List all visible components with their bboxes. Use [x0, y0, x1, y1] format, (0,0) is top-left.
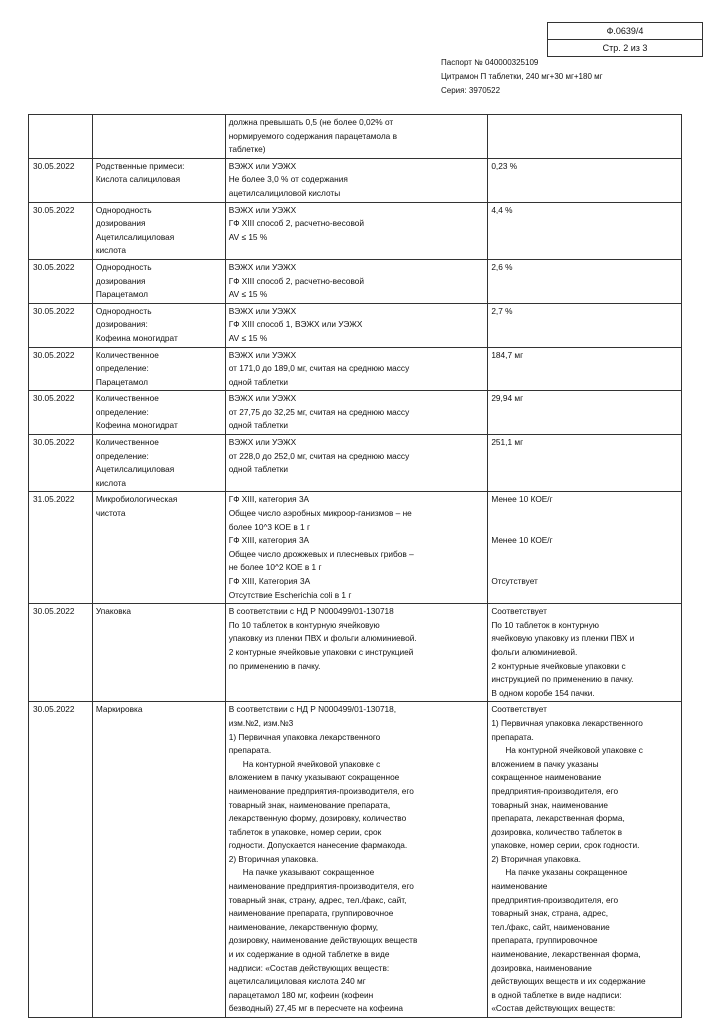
cell-line: Отсутствие Escherichia coli в 1 г	[228, 589, 352, 600]
cell-line: лекарственную форму, дозировку, количество	[228, 813, 407, 824]
cell-line: ГФ XIII способ 2, расчетно-весовой	[228, 275, 365, 286]
cell-line: упаковке, номер серии, срок годности.	[491, 840, 640, 851]
cell-line: наименование препарата, группировочное	[228, 908, 394, 919]
cell-line: товарный знак, страну, адрес, тел./факс, сайт,	[228, 894, 407, 905]
requirement-cell	[225, 702, 488, 1018]
cell-line: Количественное	[95, 437, 159, 448]
cell-line: фольги алюминиевой.	[491, 646, 578, 657]
cell-line: Ацетилсалициловая	[95, 464, 175, 475]
cell-line: 30.05.2022	[33, 305, 75, 316]
cell-line: дозирования	[95, 218, 146, 229]
result-cell	[488, 303, 682, 347]
cell-line: надписи: «Состав действующих веществ:	[228, 962, 390, 973]
cell-line: таблетке)	[228, 144, 266, 155]
cell-line: 2,7 %	[491, 305, 513, 316]
date-cell	[29, 158, 93, 202]
cell-line: годности. Допускается нанесение фармакода.	[228, 840, 408, 851]
name-cell	[92, 391, 225, 435]
cell-line: ацетилсалициловая кислота 240 мг	[228, 976, 366, 987]
requirement-cell	[225, 492, 488, 604]
cell-line: ВЭЖХ или УЭЖХ	[228, 305, 297, 316]
result-cell	[488, 391, 682, 435]
name-cell	[92, 702, 225, 1018]
cell-line: AV ≤ 15 %	[228, 332, 268, 343]
cell-line: В соответствии с НД Р N000499/01-130718,	[228, 704, 397, 715]
cell-line: 251,1 мг	[491, 437, 524, 448]
cell-line: Ацетилсалициловая	[95, 231, 175, 242]
cell-line: препарата, группировочное	[491, 935, 598, 946]
requirement-cell	[225, 202, 488, 259]
cell-line: не более 10^2 КОЕ в 1 г	[228, 562, 322, 573]
result-cell	[488, 604, 682, 702]
cell-line: 1) Первичная упаковка лекарственного	[228, 731, 381, 742]
cell-line: более 10^3 КОЕ в 1 г	[228, 521, 310, 532]
cell-line: AV ≤ 15 %	[228, 231, 268, 242]
cell-line	[491, 521, 679, 535]
cell-line	[491, 507, 679, 521]
cell-line: ГФ XIII, Категория 3А	[228, 576, 311, 586]
cell-line: Общее число дрожжевых и плесневых грибов –	[228, 548, 414, 559]
cell-line: 29,94 мг	[491, 393, 524, 404]
cell-line: предприятия-производителя, его	[491, 785, 619, 796]
cell-line: Родственные примеси:	[95, 160, 185, 171]
cell-line: препарата, лекарственная форма,	[491, 813, 625, 824]
cell-line: вложением в пачку указаны	[491, 758, 599, 769]
cell-line: от 27,75 до 32,25 мг, считая на среднюю массу	[228, 406, 410, 417]
cell-line: 30.05.2022	[33, 261, 75, 272]
requirement-cell	[225, 303, 488, 347]
cell-line: Количественное	[95, 349, 159, 360]
cell-line: 2,6 %	[491, 261, 513, 272]
cell-line: наименование, лекарственную форму,	[228, 921, 379, 932]
form-code: Ф.0639/4	[548, 23, 703, 40]
cell-line: 30.05.2022	[33, 160, 75, 171]
cell-line: В соответствии с НД Р N000499/01-130718	[228, 606, 394, 617]
table-row	[29, 391, 682, 435]
table-row	[29, 303, 682, 347]
cell-line	[33, 116, 90, 130]
cell-line: дозировку, наименование действующих веществ	[228, 935, 418, 946]
name-cell	[92, 303, 225, 347]
cell-line: чистота	[95, 508, 126, 519]
cell-line: Соответствует	[491, 606, 547, 617]
cell-line: Маркировка	[95, 704, 143, 715]
date-cell	[29, 303, 93, 347]
cell-line: Однородность	[95, 261, 152, 272]
cell-line: 30.05.2022	[33, 606, 75, 617]
cell-line: тел./факс, сайт, наименование	[491, 921, 610, 932]
cell-line: Менее 10 КОЕ/г	[491, 535, 553, 546]
cell-line: определение:	[95, 450, 149, 461]
cell-line: Микробиологическая	[95, 494, 178, 505]
cell-line: дозировка, наименование	[491, 962, 592, 973]
cell-line: и их содержание в одной таблетке в виде	[228, 949, 390, 960]
cell-line: вложением в пачку указывают сокращенное	[228, 772, 400, 783]
cell-line: Кофеина моногидрат	[95, 332, 178, 343]
cell-line: действующих веществ и их содержание	[491, 976, 646, 987]
cell-line: На контурной ячейковой упаковке с	[242, 758, 381, 769]
cell-line: На пачке указаны сокращенное	[505, 867, 628, 878]
cell-line: 4,4 %	[491, 204, 513, 215]
requirement-cell	[225, 115, 488, 159]
name-cell	[92, 347, 225, 391]
cell-line: Общее число аэробных микроор-ганизмов – не	[228, 508, 412, 519]
date-cell	[29, 259, 93, 303]
date-cell	[29, 435, 93, 492]
cell-line: дозирования:	[95, 319, 148, 330]
cell-line: инструкцией по применению в пачку.	[491, 674, 634, 685]
table-row	[29, 347, 682, 391]
cell-line	[491, 561, 679, 575]
passport-header	[441, 56, 603, 98]
cell-line: ГФ XIII, категория 3А	[228, 494, 310, 505]
cell-line: ГФ XIII, категория 3А	[228, 535, 310, 546]
name-cell	[92, 435, 225, 492]
cell-line: препарата.	[228, 745, 272, 756]
cell-line: В одном коробе 154 пачки.	[491, 687, 595, 698]
cell-line: безводный) 27,45 мг в пересчете на кофеина	[228, 1003, 404, 1014]
cell-line: дозировка, количество таблеток в	[491, 826, 623, 837]
table-row	[29, 259, 682, 303]
result-cell	[488, 202, 682, 259]
cell-line: наименование предприятия-производителя, его	[228, 785, 414, 796]
cell-line: Менее 10 КОЕ/г	[491, 494, 553, 505]
cell-line: определение:	[95, 406, 149, 417]
cell-line: 1) Первичная упаковка лекарственного	[491, 717, 643, 728]
result-cell	[488, 435, 682, 492]
test-results-table	[28, 114, 682, 1018]
cell-line: По 10 таблеток в контурную	[491, 619, 600, 630]
requirement-cell	[225, 158, 488, 202]
cell-line: таблеток в упаковке, номер серии, срок	[228, 826, 382, 837]
result-cell	[488, 702, 682, 1018]
result-cell	[488, 259, 682, 303]
requirement-cell	[225, 259, 488, 303]
table-row	[29, 702, 682, 1018]
cell-line	[491, 548, 679, 562]
cell-line: наименование, лекарственная форма,	[491, 949, 641, 960]
cell-line: парацетамол 180 мг, кофеин (кофеин	[228, 989, 374, 1000]
cell-line: Однородность	[95, 305, 152, 316]
cell-line: ВЭЖХ или УЭЖХ	[228, 204, 297, 215]
cell-line: изм.№2, изм.№3	[228, 717, 294, 728]
cell-line: AV ≤ 15 %	[228, 289, 268, 300]
name-cell	[92, 492, 225, 604]
name-cell	[92, 115, 225, 159]
cell-line: от 228,0 до 252,0 мг, считая на среднюю массу	[228, 450, 410, 461]
cell-line: «Состав действующих веществ:	[491, 1003, 616, 1014]
date-cell	[29, 604, 93, 702]
cell-line: На пачке указывают сокращенное	[242, 867, 375, 878]
name-cell	[92, 202, 225, 259]
name-cell	[92, 158, 225, 202]
result-cell	[488, 492, 682, 604]
cell-line: Упаковка	[95, 606, 132, 617]
cell-line: ацетилсалициловой кислоты	[228, 187, 341, 198]
cell-line: по применению в пачку.	[228, 660, 321, 671]
cell-line: По 10 таблеток в контурную ячейковую	[228, 619, 380, 630]
cell-line: 30.05.2022	[33, 393, 75, 404]
cell-line: товарный знак, наименование	[491, 799, 609, 810]
cell-line: На контурной ячейковой упаковке с	[505, 745, 643, 756]
date-cell	[29, 202, 93, 259]
cell-line: сокращенное наименование	[491, 772, 602, 783]
name-cell	[92, 259, 225, 303]
cell-line: дозирования	[95, 275, 146, 286]
cell-line: ВЭЖХ или УЭЖХ	[228, 349, 297, 360]
table-row	[29, 604, 682, 702]
cell-line: 2) Вторичная упаковка.	[228, 853, 319, 864]
requirement-cell	[225, 391, 488, 435]
cell-line: товарный знак, страна, адрес,	[491, 908, 609, 919]
cell-line: ГФ XIII способ 2, расчетно-весовой	[228, 218, 365, 229]
cell-line: Парацетамол	[95, 376, 148, 387]
requirement-cell	[225, 604, 488, 702]
cell-line: Не более 3,0 % от содержания	[228, 174, 348, 185]
cell-line: ВЭЖХ или УЭЖХ	[228, 160, 297, 171]
cell-line: ВЭЖХ или УЭЖХ	[228, 437, 297, 448]
cell-line: Однородность	[95, 204, 152, 215]
cell-line: Отсутствует	[491, 576, 538, 586]
table-row	[29, 435, 682, 492]
date-cell	[29, 702, 93, 1018]
cell-line: 2 контурные ячейковые упаковки с	[491, 660, 626, 671]
cell-line: 30.05.2022	[33, 437, 75, 448]
table-row	[29, 492, 682, 604]
product-name: Цитрамон П таблетки, 240 мг+30 мг+180 мг	[441, 72, 603, 81]
cell-line: 30.05.2022	[33, 349, 75, 360]
cell-line: одной таблетки	[228, 464, 289, 475]
form-code-box	[547, 22, 703, 57]
requirement-cell	[225, 347, 488, 391]
cell-line: 31.05.2022	[33, 494, 75, 505]
cell-line: от 171,0 до 189,0 мг, считая на среднюю массу	[228, 363, 410, 374]
cell-line: кислота	[95, 477, 126, 488]
page-number: Стр. 2 из 3	[548, 40, 703, 57]
requirement-cell	[225, 435, 488, 492]
table-row	[29, 202, 682, 259]
passport-number: Паспорт № 040000325109	[441, 58, 539, 67]
cell-line: наименование	[491, 881, 548, 892]
table-row	[29, 158, 682, 202]
cell-line: 0,23 %	[491, 160, 518, 171]
cell-line: 30.05.2022	[33, 204, 75, 215]
cell-line: Количественное	[95, 393, 159, 404]
cell-line: одной таблетки	[228, 376, 289, 387]
cell-line: препарата.	[491, 731, 534, 742]
table-row	[29, 115, 682, 159]
cell-line: товарный знак, наименование препарата,	[228, 799, 391, 810]
result-cell	[488, 158, 682, 202]
name-cell	[92, 604, 225, 702]
cell-line: Кофеина моногидрат	[95, 420, 178, 431]
cell-line: наименование предприятия-производителя, его	[228, 881, 414, 892]
cell-line: 2) Вторичная упаковка.	[491, 853, 581, 864]
cell-line: Кислота салициловая	[95, 174, 181, 185]
cell-line: 30.05.2022	[33, 704, 75, 715]
cell-line: ячейковую упаковку из пленки ПВХ и	[491, 633, 635, 644]
cell-line: 2 контурные ячейковые упаковки с инструкцией	[228, 646, 414, 657]
cell-line: должна превышать 0,5 (не более 0,02% от	[228, 117, 394, 127]
cell-line: упаковку из пленки ПВХ и фольги алюминиевой.	[228, 633, 417, 644]
cell-line: Соответствует	[491, 704, 547, 715]
cell-line: нормируемого содержания парацетамола в	[228, 130, 398, 141]
cell-line: в одной таблетке в виде надписи:	[491, 989, 622, 1000]
date-cell	[29, 391, 93, 435]
date-cell	[29, 115, 93, 159]
result-cell	[488, 115, 682, 159]
cell-line: ВЭЖХ или УЭЖХ	[228, 261, 297, 272]
cell-line: ВЭЖХ или УЭЖХ	[228, 393, 297, 404]
cell-line: ГФ XIII способ 1, ВЭЖХ или УЭЖХ	[228, 319, 363, 330]
cell-line: определение:	[95, 363, 149, 374]
cell-line: предприятия-производителя, его	[491, 894, 619, 905]
result-cell	[488, 347, 682, 391]
date-cell	[29, 347, 93, 391]
cell-line: кислота	[95, 245, 126, 256]
batch-series: Серия: 3970522	[441, 86, 501, 95]
cell-line: Парацетамол	[95, 289, 148, 300]
cell-line: одной таблетки	[228, 420, 289, 431]
cell-line: 184,7 мг	[491, 349, 524, 360]
date-cell	[29, 492, 93, 604]
